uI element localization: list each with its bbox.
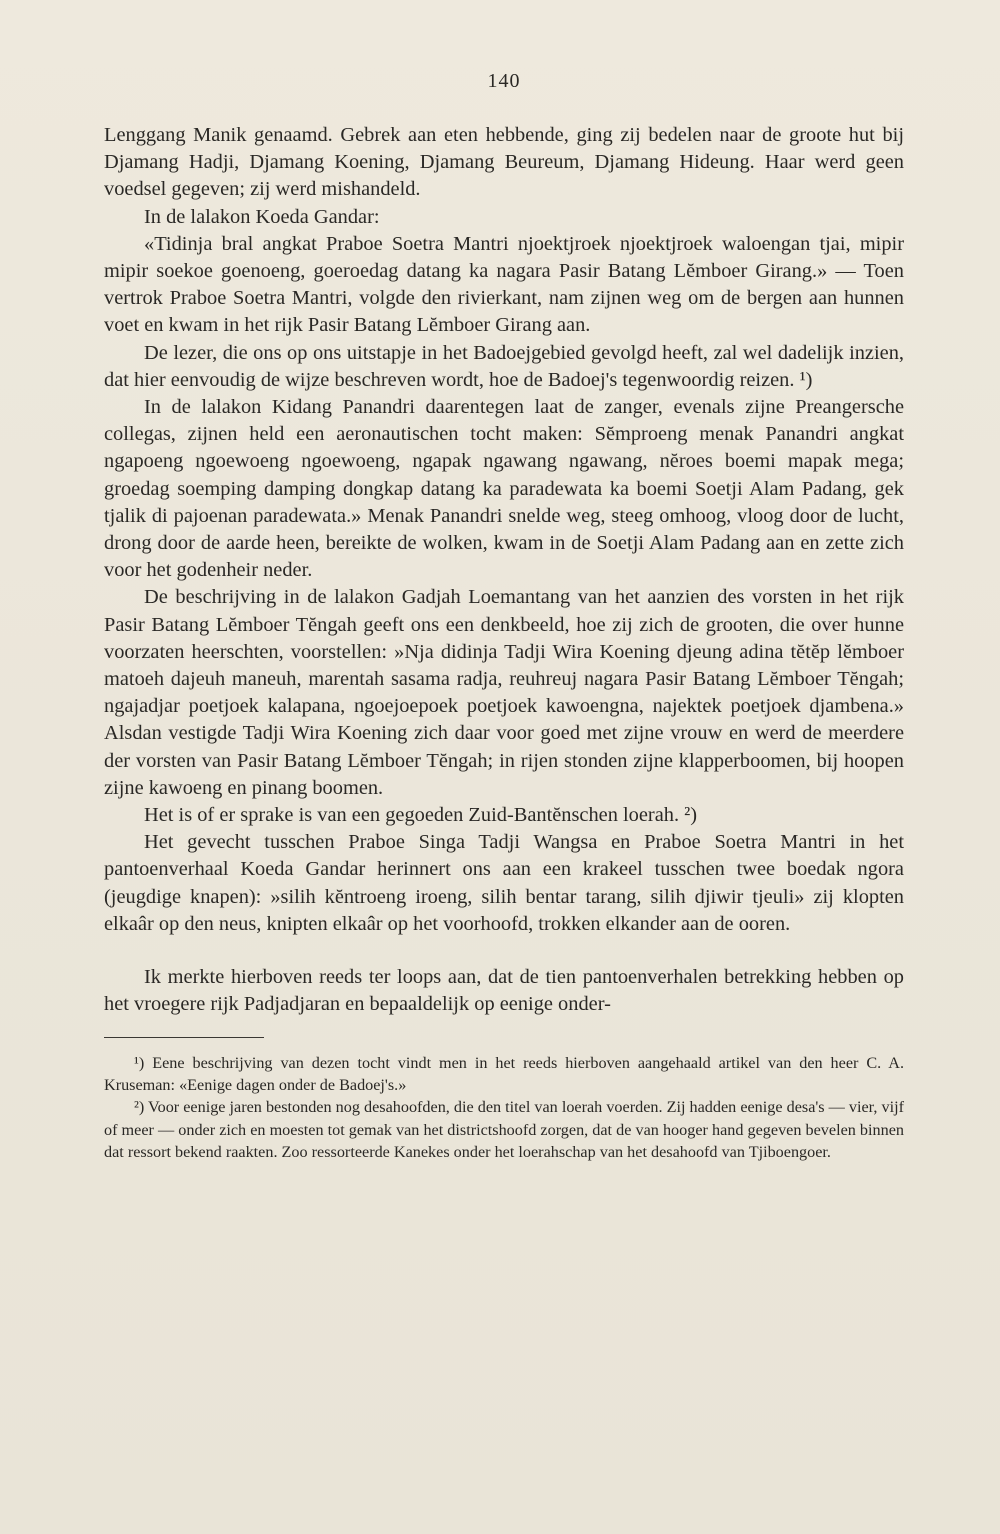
paragraph: Het is of er sprake is van een gegoeden Zuid-Bantĕnschen loerah. ²) <box>144 804 698 827</box>
paragraph: «Tidinja bral angkat Praboe Soetra Mantri njoektjroek njoektjroek waloengan tjai, mipir mipir soekoe goenoeng, goeroedag datang ka nagara Pasir Batang Lĕmboer Girang.» — Toen vertrok Praboe Soetra Mantri, volgde den rivierkant, nam zijnen weg om de bergen aan hunnen voet en kwam in het rijk Pasir Batang Lĕmboer Girang aan. <box>104 232 904 337</box>
footnote: ²) Voor eenige jaren bestonden nog desahoofden, die den titel van loerah voerden. Zij hadden eenige desa's — vier, vijf of meer — onder zich en moesten tot gemak van het districtshoofd zorgen, dat de van hooger hand gegeven bevelen binnen dat ressort bekend raakten. Zoo ressorteerde Kanekes onder het loerahschap van het desahoofd van Tjiboengoer. <box>104 1098 904 1162</box>
section-gap <box>104 938 904 964</box>
paragraph: In de lalakon Kidang Panandri daarentegen laat de zanger, evenals zijne Preangersche collegas, zijnen held een aeronautischen tocht maken: Sĕmproeng menak Panandri angkat ngapoeng ngoewoeng ngoewoeng, ngapak ngawang ngawang, nĕroes boemi mapak mega; groedag soemping damping dongkap datang ka paradewata ka boemi Soetji Alam Padang, gek tjalik di pajoenan paradewata.» Menak Panandri snelde weg, steeg omhoog, vloog door de lucht, drong door de aarde heen, bereikte de wolken, kwam in de Soetji Alam Padang aan en zette zich voor het godenheir neder. <box>104 396 904 582</box>
footnote: ¹) Eene beschrijving van dezen tocht vindt men in het reeds hierboven aangehaald artikel van den heer C. A. Kruseman: «Eenige dagen onder de Badoej's.» <box>104 1053 904 1094</box>
main-text <box>104 122 904 1019</box>
paragraph: In de lalakon Koeda Gandar: <box>144 205 380 228</box>
paragraph: De lezer, die ons op ons uitstapje in het Badoejgebied gevolgd heeft, zal wel dadelijk inzien, dat hier eenvoudig de wijze beschreven wordt, hoe de Badoej's tegenwoordig reizen. ¹) <box>104 341 904 391</box>
footnotes <box>104 1052 904 1164</box>
paragraph: De beschrijving in de lalakon Gadjah Loemantang van het aanzien des vorsten in het rijk Pasir Batang Lĕmboer Tĕngah geeft ons een denkbeeld, hoe zij zich de grooten, die over hunne voorzaten heerschten, voorstellen: »Nja didinja Tadji Wira Koening djeung adina tĕtĕp lĕmboer matoeh dajeuh maneuh, marentah sasama radja, reuhreuj nagara Pasir Batang Lĕmboer Tĕngah; ngajadjar poetjoek kalapana, ngoejoepoek poetjoek kawoengna, najektek poetjoek djambena.» Alsdan vestigde Tadji Wira Koening zich daar voor goed met zijne vrouw en werd de meerdere der vorsten van Pasir Batang Lĕmboer Tĕngah; in rijen stonden zijne klapperboomen, bij hoopen zijne kawoeng en pinang boomen. <box>104 586 904 799</box>
paragraph: Het gevecht tusschen Praboe Singa Tadji Wangsa en Praboe Soetra Mantri in het pantoenverhaal Koeda Gandar herinnert ons aan een krakeel tusschen twee boedak ngora (jeugdige knapen): »silih kĕntroeng iroeng, silih bentar tarang, silih djiwir tjeuli» zij klopten elkaâr op den neus, knipten elkaâr op het voorhoofd, trokken elkander aan de ooren. <box>104 831 904 935</box>
paragraph: Ik merkte hierboven reeds ter loops aan, dat de tien pantoenverhalen betrekking hebben op het vroegere rijk Padjadjaran en bepaaldelijk op eenige onder- <box>104 966 904 1016</box>
footnote-divider <box>104 1037 264 1038</box>
paragraph: Lenggang Manik genaamd. Gebrek aan eten hebbende, ging zij bedelen naar de groote hut bij Djamang Hadji, Djamang Koening, Djamang Beureum, Djamang Hideung. Haar werd geen voedsel gegeven; zij werd mishandeld. <box>104 124 904 201</box>
page-number: 140 <box>487 70 521 92</box>
